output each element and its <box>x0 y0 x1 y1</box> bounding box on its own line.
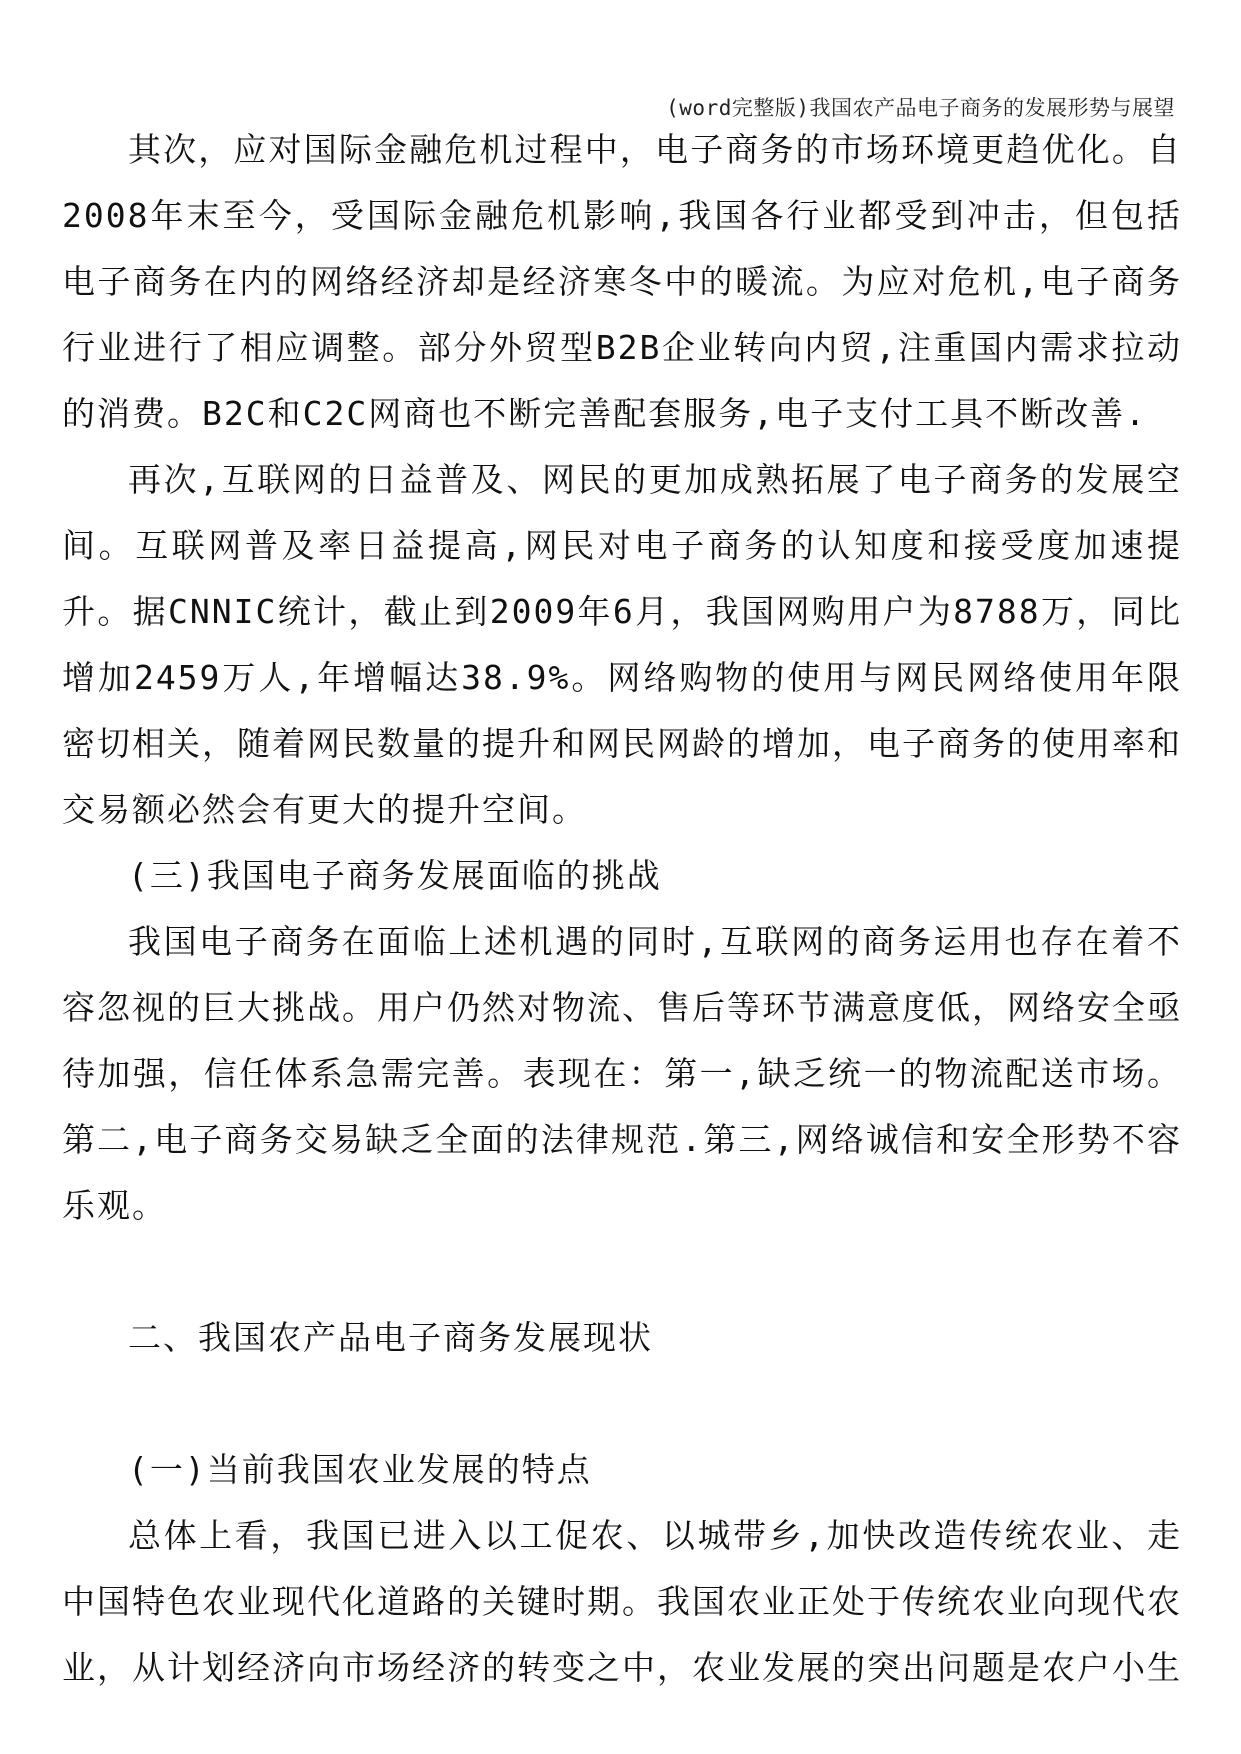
paragraph-agri-overview: 总体上看，我国已进入以工促农、以城带乡,加快改造传统农业、走中国特色农业现代化道路的关键时期。我国农业正处于传统农业向现代农业，从计划经济向市场经济的转变之中，农业发展的突出问题是农户小生 <box>62 1516 1182 1687</box>
document-body <box>62 117 1182 1701</box>
section-heading-agri-characteristics: (一)当前我国农业发展的特点 <box>128 1450 592 1489</box>
chapter-heading-agri-ecommerce-status: 二、我国农产品电子商务发展现状 <box>128 1318 653 1357</box>
section-heading-challenges: (三)我国电子商务发展面临的挑战 <box>128 856 662 895</box>
running-header-title: (word完整版)我国农产品电子商务的发展形势与展望 <box>666 96 1175 120</box>
paragraph-challenges: 我国电子商务在面临上述机遇的同时,互联网的商务运用也存在着不容忽视的巨大挑战。用户仍然对物流、售后等环节满意度低，网络安全亟待加强，信任体系急需完善。表现在：第一,缺乏统一的物流配送市场。第二,电子商务交易缺乏全面的法律规范.第三,网络诚信和安全形势不容乐观。 <box>62 922 1182 1225</box>
paragraph-internet-popularization: 再次,互联网的日益普及、网民的更加成熟拓展了电子商务的发展空间。互联网普及率日益提高,网民对电子商务的认知度和接受度加速提升。据CNNIC统计，截止到2009年6月，我国网购用户为8788万，同比增加2459万人,年增幅达38.9%。网络购物的使用与网民网络使用年限密切相关，随着网民数量的提升和网民网龄的增加，电子商务的使用率和交易额必然会有更大的提升空间。 <box>62 460 1182 829</box>
spacer <box>62 1371 1182 1437</box>
spacer <box>62 1239 1182 1305</box>
paragraph-financial-crisis: 其次，应对国际金融危机过程中，电子商务的市场环境更趋优化。自2008年末至今，受国际金融危机影响,我国各行业都受到冲击，但包括电子商务在内的网络经济却是经济寒冬中的暖流。为应对危机,电子商务行业进行了相应调整。部分外贸型B2B企业转向内贸,注重国内需求拉动的消费。B2C和C2C网商也不断完善配套服务,电子支付工具不断改善. <box>62 130 1182 433</box>
